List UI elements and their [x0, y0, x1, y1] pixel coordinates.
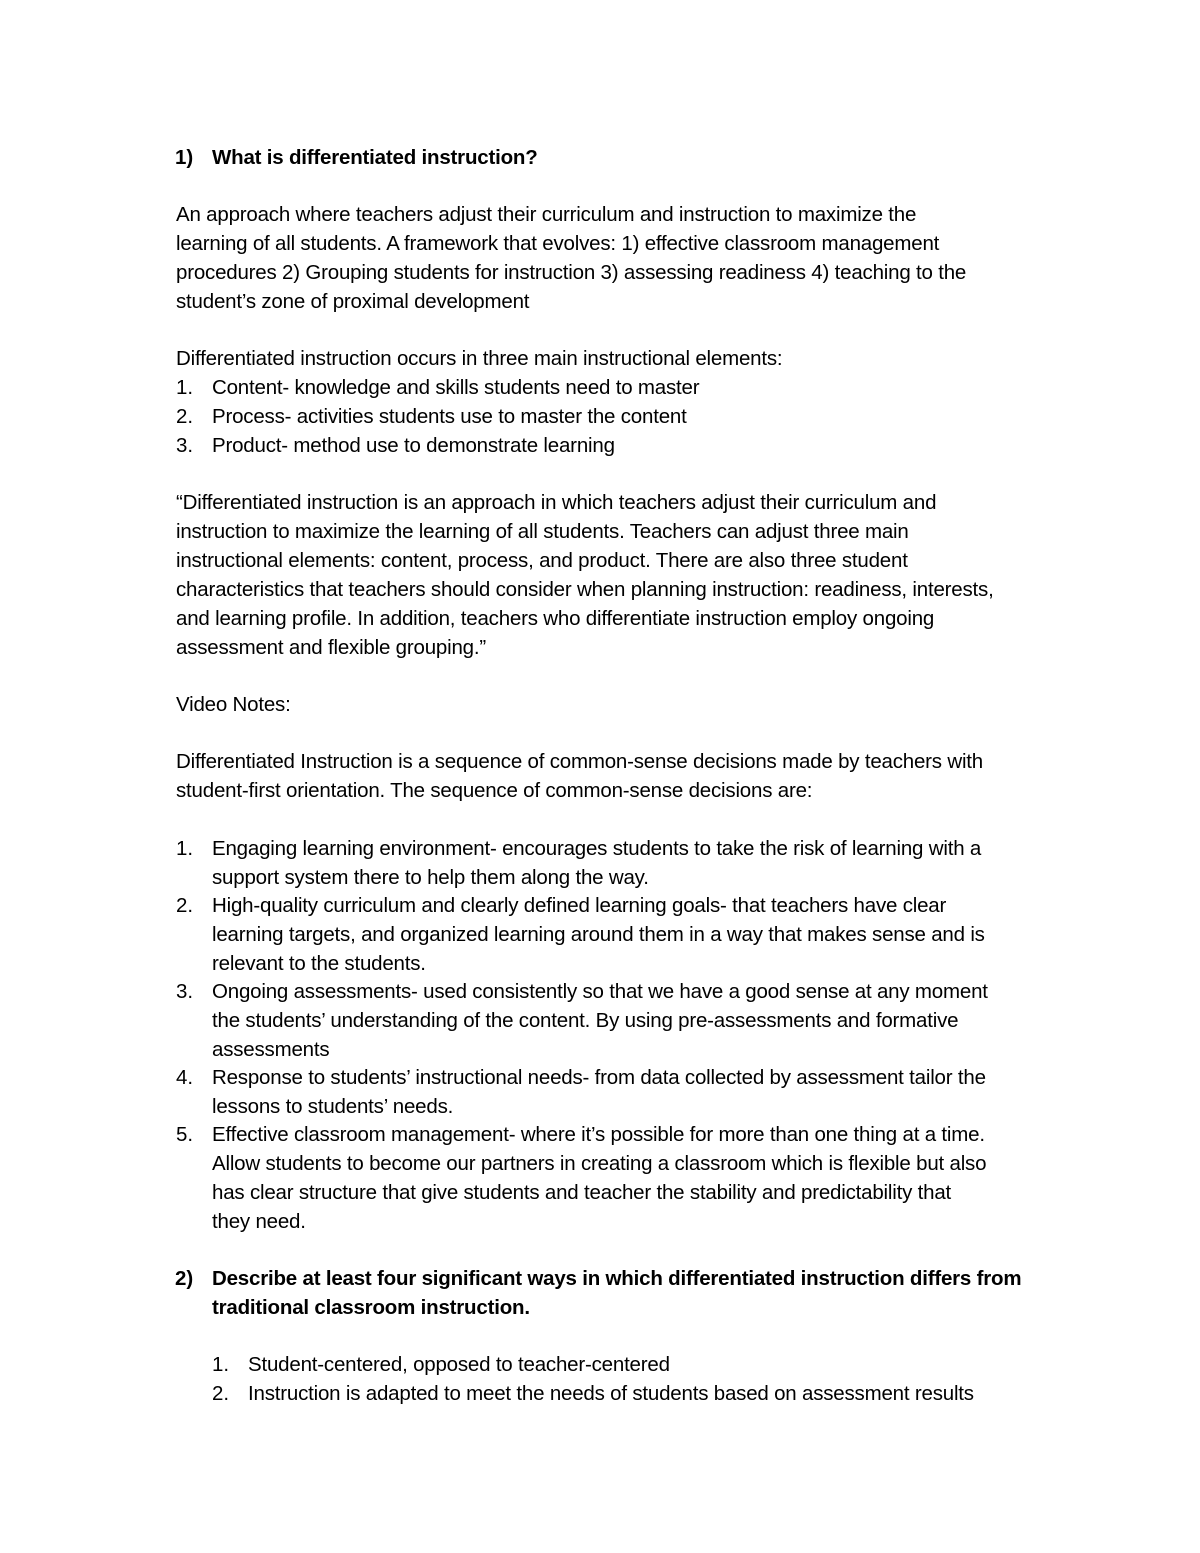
element-number: 2.: [176, 405, 194, 428]
element-number: 1.: [176, 376, 194, 399]
decision-line: the students’ understanding of the content. By using pre-assessments and formative: [212, 1009, 959, 1032]
video-intro-line: Differentiated Instruction is a sequence of common-sense decisions made by teachers with: [176, 750, 984, 773]
decision-line: has clear structure that give students and teacher the stability and predictability that: [212, 1181, 952, 1204]
q2-heading-line: Describe at least four significant ways in which differentiated instruction differs from: [212, 1267, 1022, 1290]
element-item: Product- method use to demonstrate learning: [212, 434, 615, 457]
decision-line: lessons to students’ needs.: [212, 1095, 454, 1118]
q1-heading: What is differentiated instruction?: [212, 146, 538, 169]
decision-line: learning targets, and organized learning around them in a way that makes sense and is: [212, 923, 985, 946]
decision-line: Response to students’ instructional needs- from data collected by assessment tailor the: [212, 1066, 986, 1089]
quote-line: characteristics that teachers should consider when planning instruction: readiness, interests,: [176, 578, 994, 601]
q1-intro-line: student’s zone of proximal development: [176, 290, 530, 313]
q1-intro-line: procedures 2) Grouping students for instruction 3) assessing readiness 4) teaching to the: [176, 261, 967, 284]
decision-number: 4.: [176, 1066, 194, 1089]
decision-line: they need.: [212, 1210, 306, 1233]
decision-line: High-quality curriculum and clearly defined learning goals- that teachers have clear: [212, 894, 947, 917]
decision-line: assessments: [212, 1038, 330, 1061]
decision-line: support system there to help them along the way.: [212, 866, 649, 889]
decision-number: 5.: [176, 1123, 194, 1146]
q2-heading-line: traditional classroom instruction.: [212, 1296, 530, 1319]
quote-line: instruction to maximize the learning of all students. Teachers can adjust three main: [176, 520, 909, 543]
decision-line: relevant to the students.: [212, 952, 426, 975]
q1-intro-line: An approach where teachers adjust their curriculum and instruction to maximize the: [176, 203, 917, 226]
way-number: 1.: [212, 1353, 230, 1376]
element-item: Content- knowledge and skills students need to master: [212, 376, 700, 399]
quote-line: instructional elements: content, process, and product. There are also three student: [176, 549, 908, 572]
quote-line: assessment and flexible grouping.”: [176, 636, 486, 659]
elements-intro: Differentiated instruction occurs in three main instructional elements:: [176, 347, 783, 370]
decision-line: Effective classroom management- where it’s possible for more than one thing at a time.: [212, 1123, 985, 1146]
video-intro-line: student-first orientation. The sequence of common-sense decisions are:: [176, 779, 813, 802]
element-number: 3.: [176, 434, 194, 457]
decision-number: 3.: [176, 980, 194, 1003]
video-notes-label: Video Notes:: [176, 693, 291, 716]
decision-line: Ongoing assessments- used consistently so that we have a good sense at any moment: [212, 980, 988, 1003]
decision-line: Engaging learning environment- encourages students to take the risk of learning with a: [212, 837, 982, 860]
way-item: Student-centered, opposed to teacher-centered: [248, 1353, 670, 1376]
decision-number: 2.: [176, 894, 194, 917]
quote-line: “Differentiated instruction is an approach in which teachers adjust their curriculum and: [176, 491, 937, 514]
decision-line: Allow students to become our partners in creating a classroom which is flexible but also: [212, 1152, 987, 1175]
q1-number: 1): [175, 146, 194, 169]
way-number: 2.: [212, 1382, 230, 1405]
q1-intro-line: learning of all students. A framework that evolves: 1) effective classroom management: [176, 232, 940, 255]
decision-number: 1.: [176, 837, 194, 860]
way-item: Instruction is adapted to meet the needs of students based on assessment results: [248, 1382, 974, 1405]
quote-line: and learning profile. In addition, teachers who differentiate instruction employ ongoing: [176, 607, 935, 630]
q2-number: 2): [175, 1267, 194, 1290]
element-item: Process- activities students use to master the content: [212, 405, 687, 428]
